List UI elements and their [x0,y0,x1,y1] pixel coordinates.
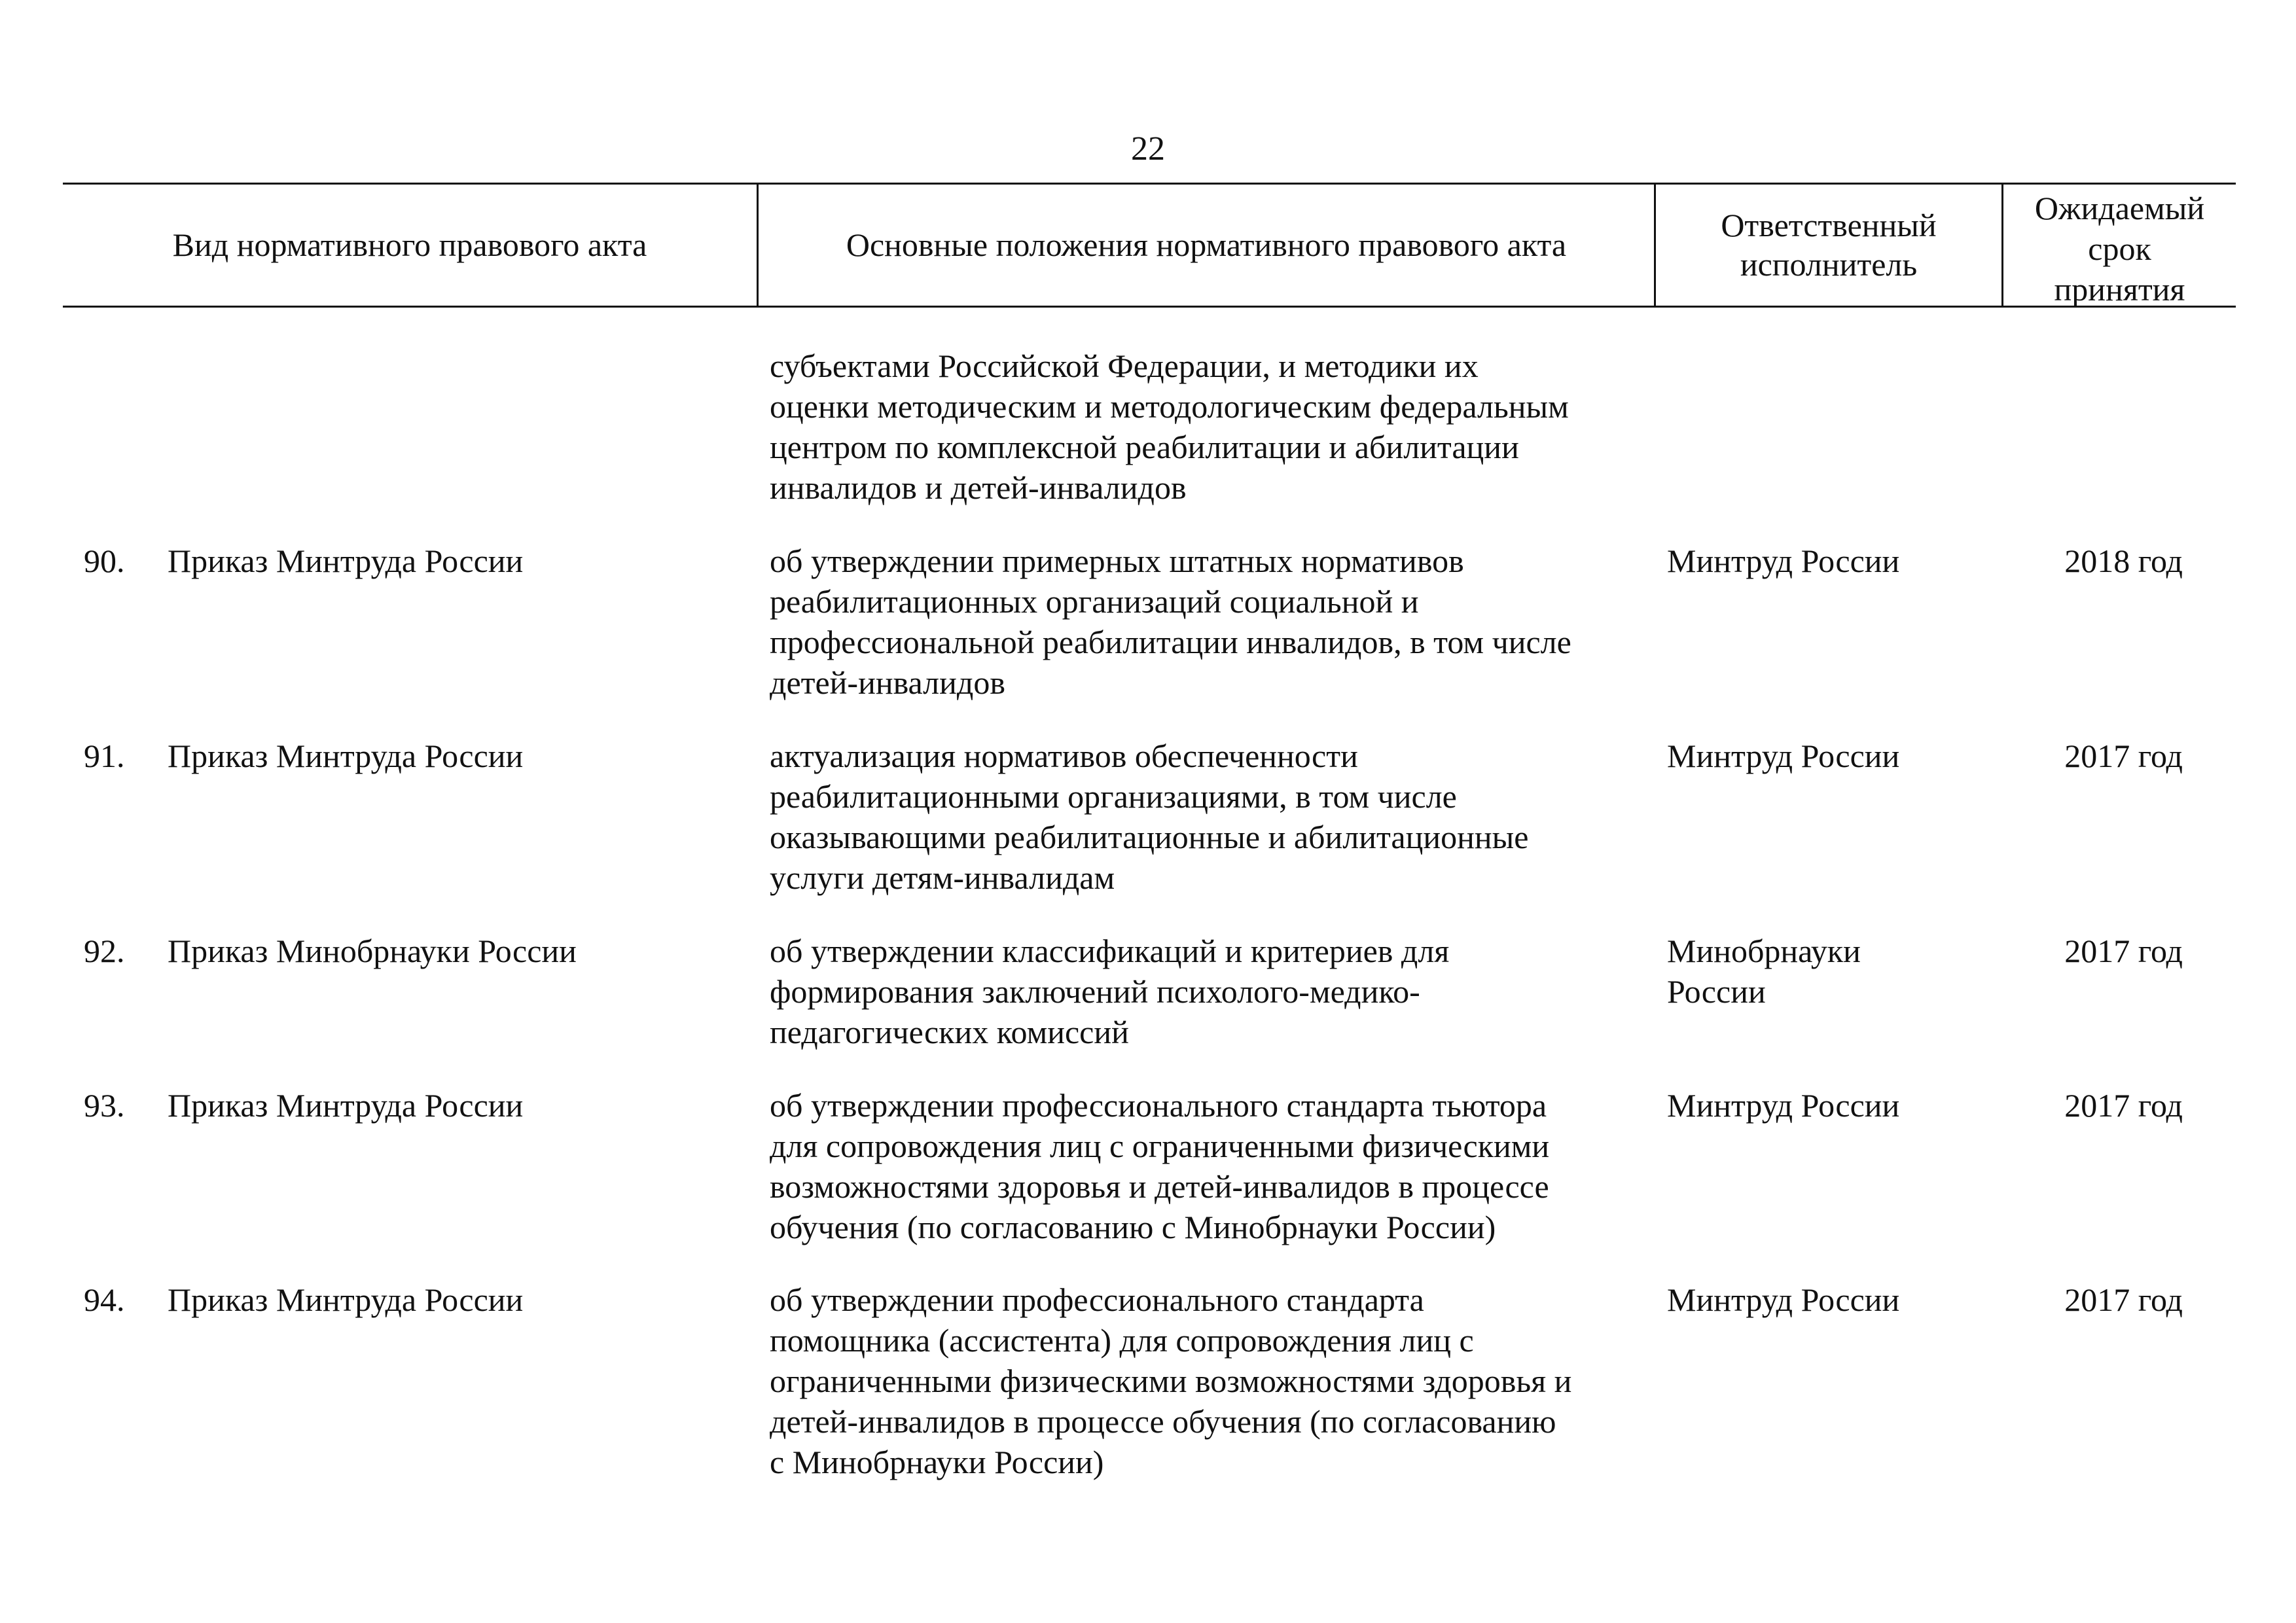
row-content [770,931,1449,1052]
header-col-executor-line: Ответственный [1721,207,1937,243]
header-col-deadline-line: принятия [2054,271,2185,308]
row-content-line: реабилитационными организациями, в том числе [770,778,1457,815]
row-act-type: Приказ Минтруда России [168,1087,524,1124]
row-executor [1667,931,1861,1012]
row-content-line: формирования заключений психолого-медико- [770,973,1420,1010]
row-content-line: профессиональной реабилитации инвалидов, в том числе [770,624,1571,660]
header-col-content [759,184,1654,306]
row-content-line: оказывающими реабилитационные и абилитационные [770,819,1529,855]
row-content-line: помощника (ассистента) для сопровождения лиц с [770,1322,1474,1359]
row-content-line: возможностями здоровья и детей-инвалидов в процессе [770,1168,1549,1205]
row-executor [1667,1279,1899,1320]
continuation-line: инвалидов и детей-инвалидов [770,469,1187,506]
row-number: 93. [84,1087,125,1124]
row-content-line: услуги детям-инвалидам [770,859,1115,896]
header-col-executor [1656,184,2001,306]
header-col-content-text: Основные положения нормативного правового акта [846,226,1567,263]
header-col-deadline-line: Ожидаемый [2034,190,2205,226]
row-executor-line: Минтруд России [1667,1281,1900,1318]
row-content-line: с Минобрнауки России) [770,1444,1104,1480]
row-executor-line: России [1667,973,1766,1010]
header-col-executor-line: исполнитель [1740,246,1918,283]
row-act-type: Приказ Минобрнауки России [168,933,577,969]
row-content-line: реабилитационных организаций социальной и [770,583,1419,620]
row-content-line: педагогических комиссий [770,1014,1129,1050]
continuation-line: субъектами Российской Федерации, и методики их [770,348,1479,384]
row-content-line: для сопровождения лиц с ограниченными физическими [770,1128,1550,1164]
row-act-type: Приказ Минтруда России [168,543,524,579]
row-executor-line: Минтруд России [1667,543,1900,579]
row-number: 90. [84,543,125,579]
row-content-line: об утверждении профессионального стандарта тьютора [770,1087,1547,1124]
page-number: 22 [1131,130,1165,168]
row-number: 91. [84,738,125,774]
row-content [770,1279,1571,1482]
row-year: 2017 год [2064,933,2183,969]
header-col-type-text: Вид нормативного правового акта [172,226,647,263]
row-year: 2017 год [2064,1281,2183,1318]
row-act-type: Приказ Минтруда России [168,738,524,774]
row-content-line: об утверждении профессионального стандарта [770,1281,1424,1318]
row-year: 2018 год [2064,543,2183,579]
row-content [770,1085,1549,1247]
row-executor-line: Минтруд России [1667,1087,1900,1124]
header-col-type [63,184,757,306]
row-executor-line: Минобрнауки [1667,933,1861,969]
row-executor [1667,736,1899,776]
header-col-deadline-line: срок [2088,230,2151,267]
continuation-line: оценки методическим и методологическим федеральным [770,388,1569,425]
row-content-line: детей-инвалидов [770,664,1005,701]
row-executor-line: Минтруд России [1667,738,1900,774]
header-col-deadline [2003,184,2236,306]
row-year: 2017 год [2064,1087,2183,1124]
row-content-line: об утверждении примерных штатных нормативов [770,543,1464,579]
row-act-type: Приказ Минтруда России [168,1281,524,1318]
continuation-text [770,346,1569,508]
row-content-line: актуализация нормативов обеспеченности [770,738,1358,774]
row-number: 92. [84,933,125,969]
row-content [770,541,1571,703]
row-year: 2017 год [2064,738,2183,774]
row-content-line: обучения (по согласованию с Минобрнауки России) [770,1209,1496,1245]
row-content-line: ограниченными физическими возможностями здоровья и [770,1363,1572,1399]
row-content [770,736,1528,898]
continuation-line: центром по комплексной реабилитации и абилитации [770,429,1519,465]
row-number: 94. [84,1281,125,1318]
table-header-bottom-rule [63,306,2236,308]
row-content-line: детей-инвалидов в процессе обучения (по согласованию [770,1403,1556,1440]
row-content-line: об утверждении классификаций и критериев для [770,933,1450,969]
row-executor [1667,1085,1899,1126]
row-executor [1667,541,1899,581]
